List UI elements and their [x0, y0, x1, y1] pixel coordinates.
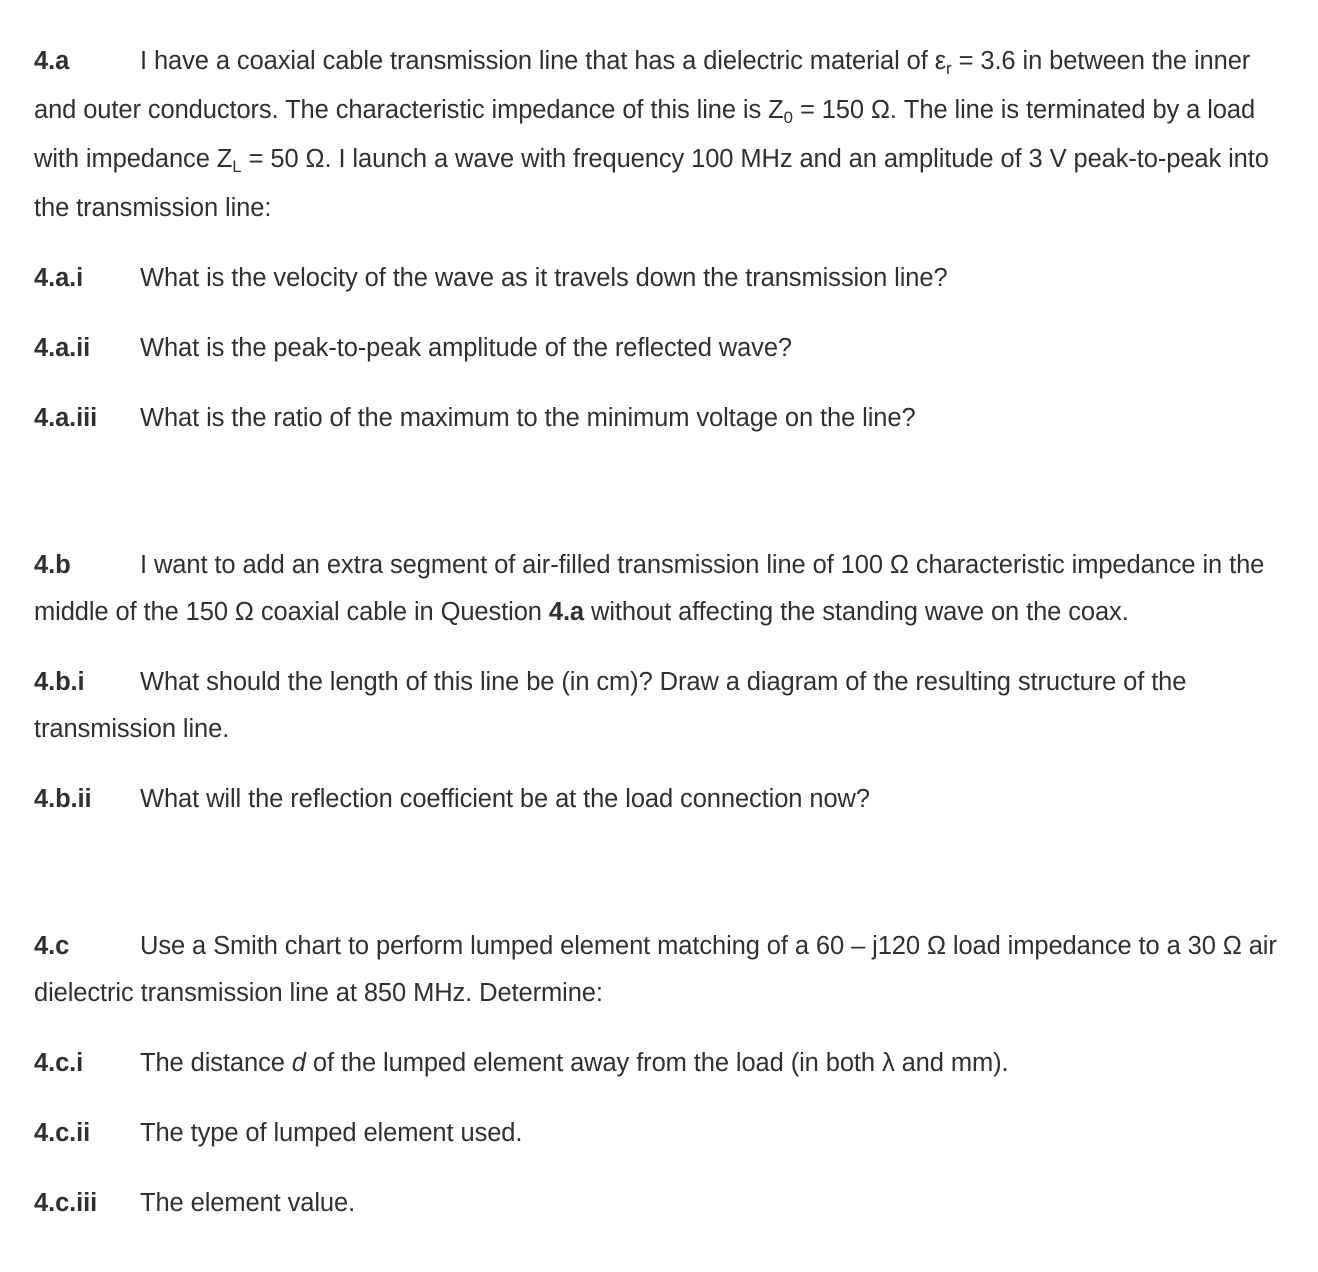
question-block-4a [34, 38, 1284, 442]
z-load-subscript: L [232, 157, 242, 177]
question-4b-statement [34, 542, 1284, 636]
subquestion-4ai-label: 4.a.i [34, 264, 84, 292]
spacer [34, 302, 1284, 325]
question-4c-text: Use a Smith chart to perform lumped element matching of a 60 – j120 Ω load impedance to a 30 Ω air dielectric transmission line at 850 MHz. Determine: [34, 932, 1277, 1007]
question-4a-text-part1: I have a coaxial cable transmission line that has a dielectric material of ε [140, 47, 946, 75]
subquestion-4aii [34, 325, 1284, 372]
subquestion-4bi [34, 659, 1284, 753]
subquestion-4ciii-text: The element value. [140, 1189, 356, 1217]
question-4c-statement [34, 923, 1284, 1017]
subquestion-4bii [34, 776, 1284, 823]
subquestion-4bii-label: 4.b.ii [34, 785, 92, 813]
question-4b-text-part1: I want to add an extra segment of air-filled transmission line of 100 Ω characteristic impedance in the middle of the 150 Ω coaxial cable in Question [34, 551, 1265, 626]
subquestion-4ai [34, 255, 1284, 302]
subquestion-4ci-variable-d: d [291, 1049, 306, 1077]
section-spacer-b-c [34, 823, 1284, 923]
subquestion-4ciii [34, 1180, 1284, 1227]
epsilon-r-subscript: r [946, 59, 952, 79]
spacer [34, 1157, 1284, 1180]
subquestion-4ciii-label: 4.c.iii [34, 1189, 98, 1217]
spacer [34, 1087, 1284, 1110]
subquestion-4cii [34, 1110, 1284, 1157]
question-4a-text-part2: = 3.6 in between the inner and outer conductors. The characteristic impedance of this line is Z [34, 47, 1251, 124]
subquestion-4cii-text: The type of lumped element used. [140, 1119, 523, 1147]
section-spacer-a-b [34, 442, 1284, 542]
question-4b-label: 4.b [34, 551, 71, 579]
spacer [34, 1017, 1284, 1040]
question-4b-text-part2: without affecting the standing wave on the coax. [584, 598, 1129, 626]
z-zero-subscript: 0 [783, 108, 793, 128]
subquestion-4ci-text-part1: The distance [140, 1049, 292, 1077]
subquestion-4aiii-label: 4.a.iii [34, 404, 98, 432]
subquestion-4cii-label: 4.c.ii [34, 1119, 91, 1147]
subquestion-4ci-text-part2: of the lumped element away from the load (in both λ and mm). [305, 1049, 1009, 1077]
subquestion-4ci [34, 1040, 1284, 1087]
question-4a-text-part4: = 50 Ω. I launch a wave with frequency 100 MHz and an amplitude of 3 V peak-to-peak into the transmission line: [34, 145, 1269, 222]
subquestion-4aiii [34, 395, 1284, 442]
subquestion-4ai-text: What is the velocity of the wave as it travels down the transmission line? [140, 264, 948, 292]
question-4b-reference: 4.a [548, 598, 585, 626]
spacer [34, 753, 1284, 776]
subquestion-4aii-text: What is the peak-to-peak amplitude of the reflected wave? [140, 334, 792, 362]
spacer [34, 636, 1284, 659]
subquestion-4bi-label: 4.b.i [34, 668, 85, 696]
subquestion-4ci-label: 4.c.i [34, 1049, 84, 1077]
question-block-4c [34, 923, 1284, 1227]
subquestion-4aiii-text: What is the ratio of the maximum to the minimum voltage on the line? [140, 404, 916, 432]
question-4c-label: 4.c [34, 932, 70, 960]
subquestion-4bi-text: What should the length of this line be (in cm)? Draw a diagram of the resulting structure of the transmission line. [34, 668, 1187, 743]
question-4a-label: 4.a [34, 47, 70, 75]
spacer [34, 232, 1284, 255]
question-block-4b [34, 542, 1284, 823]
subquestion-4aii-label: 4.a.ii [34, 334, 91, 362]
question-4a-statement [34, 38, 1284, 232]
question-4a-text-part3: = 150 Ω. The line is terminated by a load with impedance Z [34, 96, 1256, 173]
subquestion-4bii-text: What will the reflection coefficient be at the load connection now? [140, 785, 870, 813]
spacer [34, 372, 1284, 395]
